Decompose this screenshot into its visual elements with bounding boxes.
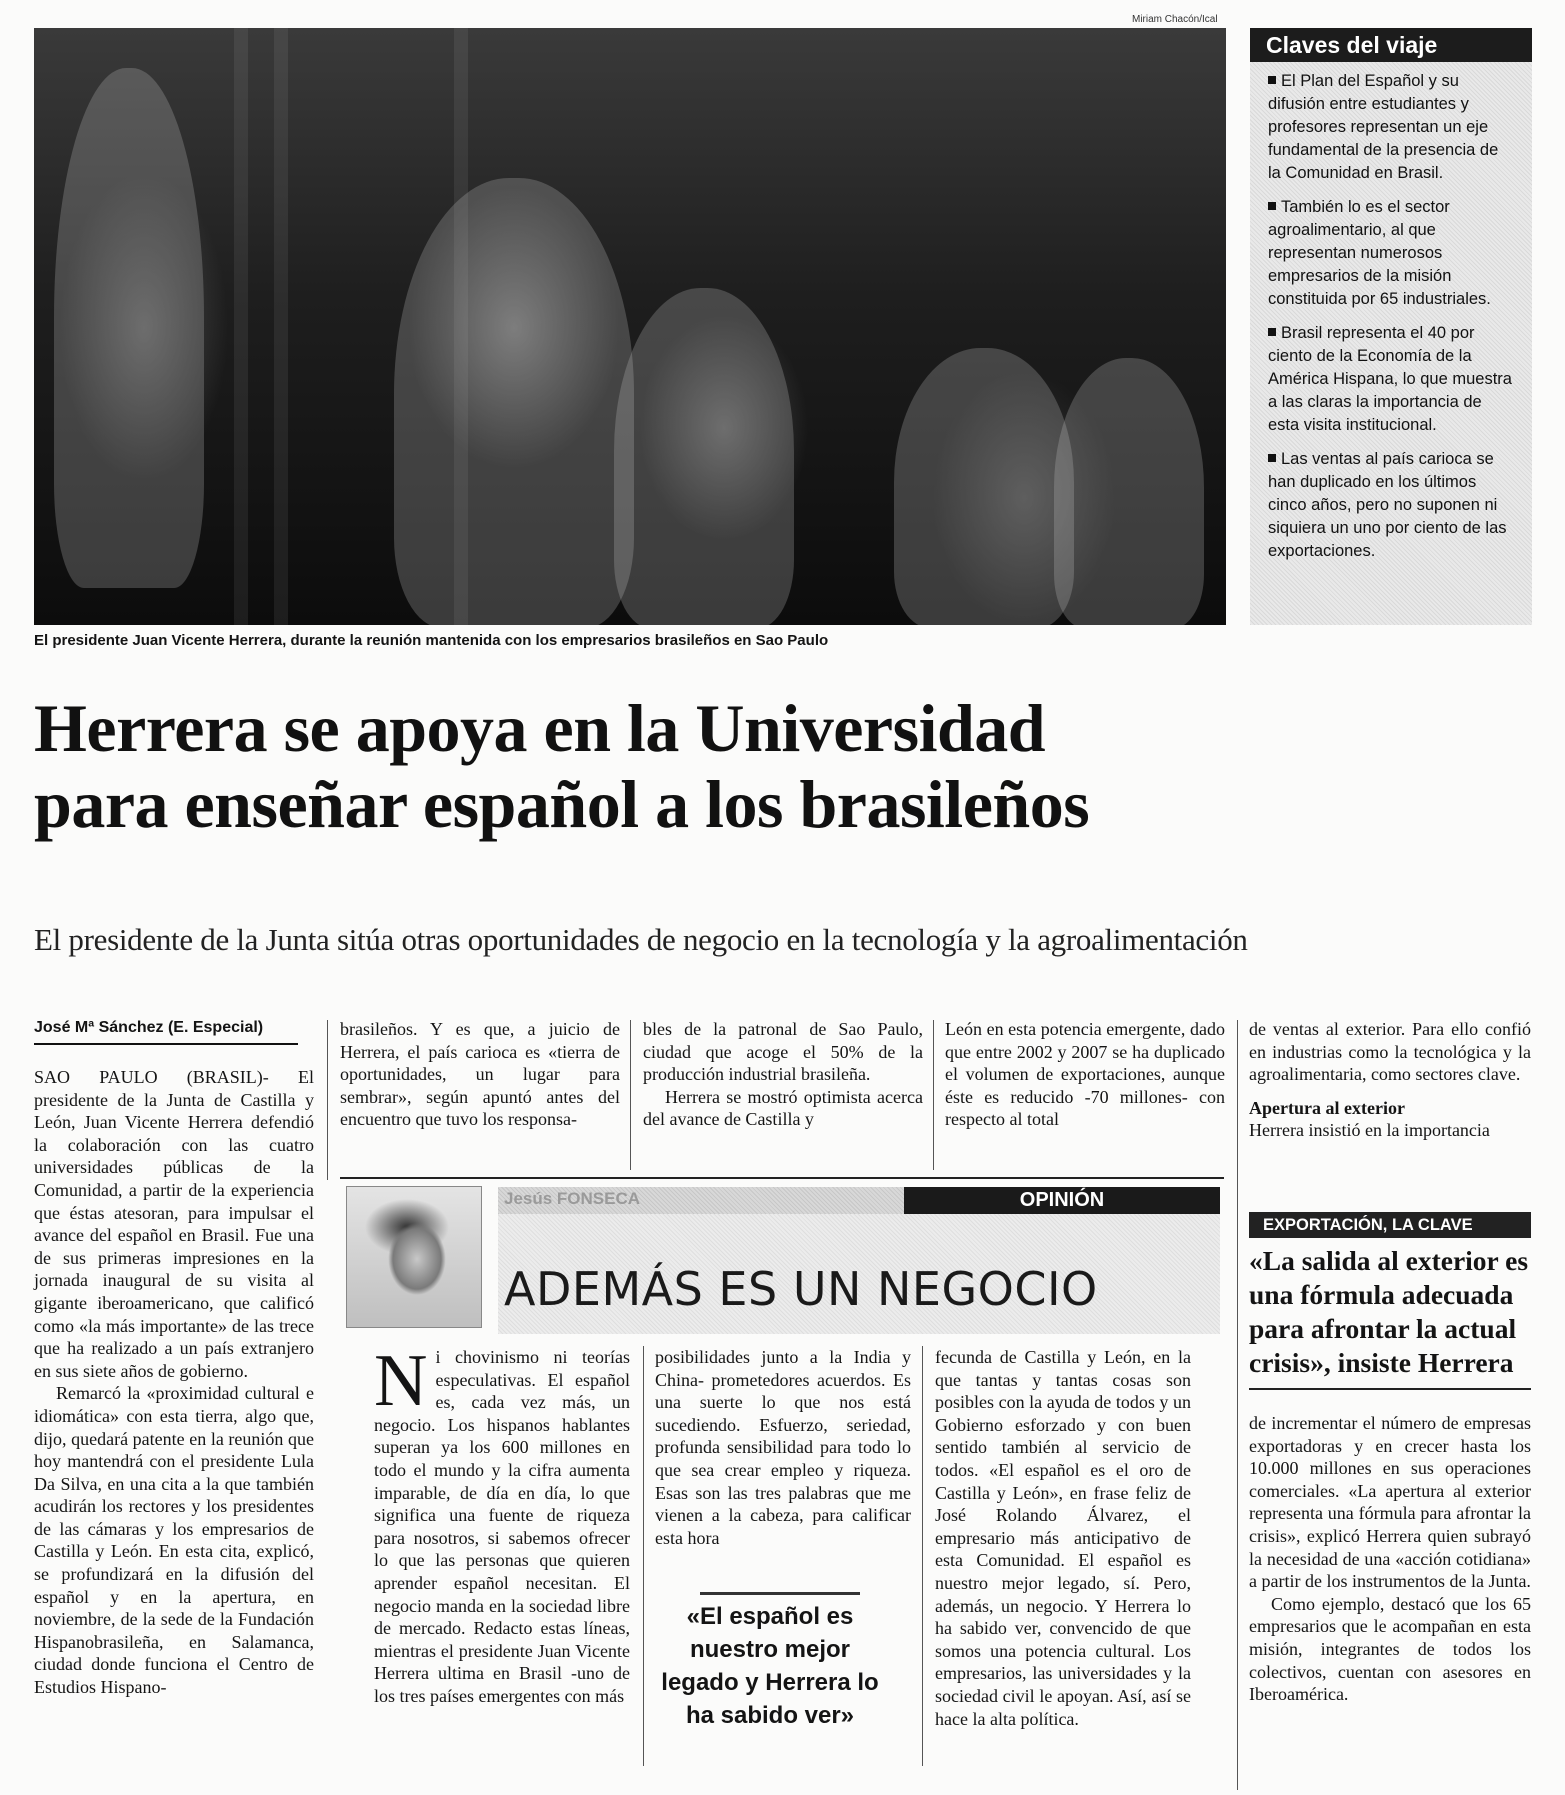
column-rule [327, 1020, 328, 1180]
opinion-column-1 [374, 1340, 630, 1708]
column-rule [922, 1346, 923, 1766]
columnist-photo [346, 1186, 482, 1328]
export-column [1249, 1412, 1531, 1706]
square-bullet-icon [1268, 454, 1276, 462]
headline-line-1: Herrera se apoya en la Universidad [34, 690, 1046, 766]
person-silhouette [614, 288, 794, 625]
person-silhouette [894, 348, 1074, 625]
pullquote-rule [700, 1592, 860, 1595]
paragraph: posibilidades junto a la India y China- prometedores acuerdos. Es una suerte lo que nos está sucediendo. Esfuerzo, seriedad, profunda sensibilidad para todo lo que sea crear empleo y riqueza. Esas son las tres palabras que me vienen a la cabeza, para calificar esta hora [655, 1347, 911, 1548]
window-blind [234, 28, 248, 625]
headline-line-2: para enseñar español a los brasileños [34, 766, 1090, 842]
sidebar-item: Brasil representa el 40 por ciento de la Economía de la América Hispana, lo que muestra a las claras la importancia de esta visita institucional. [1268, 324, 1512, 434]
person-silhouette [54, 68, 204, 588]
paragraph: Herrera insistió en la importancia [1249, 1119, 1490, 1140]
column-rule [643, 1346, 644, 1766]
export-quote: «La salida al exterior es una fórmula adecuada para afrontar la actual crisis», insiste Herrera [1249, 1245, 1529, 1378]
byline: José Mª Sánchez (E. Especial) [34, 1019, 264, 1036]
paragraph: brasileños. Y es que, a juicio de Herrera, el país carioca es «tierra de oportunidades, un lugar para sembrar», según apuntó antes del encuentro que tuvo los responsa- [340, 1019, 620, 1130]
paragraph: Como ejemplo, destacó que los 65 empresarios que le acompañan en esta misión, integrantes de todos los colectivos, cuentan con asesores en Iberoamérica. [1249, 1593, 1531, 1705]
sidebar-title: Claves del viaje [1250, 28, 1532, 62]
opinion-column-2 [655, 1346, 911, 1549]
paragraph: Ni chovinismo ni teorías especulativas. El español es, cada vez más, un negocio. Los hispanos hablantes superan ya los 600 millones en todo el mundo y la cifra aumenta imparable, de día en día, lo que significa una fuente de riqueza para nosotros, si sabemos ofrecer lo que las personas que quieren aprender español necesitan. El negocio manda en la sociedad libre de mercado. Redacto estas líneas, mientras el presidente Juan Vicente Herrera ultima en Brasil -uno de los tres países emergentes con más [374, 1340, 630, 1706]
person-silhouette [1054, 358, 1204, 625]
subheadline: El presidente de la Junta sitúa otras oportunidades de negocio en la tecnología y la agroalimentación [34, 922, 1248, 957]
paragraph: de incrementar el número de empresas exportadoras y en crecer hasta los 10.000 millones en sus operaciones comerciales. «La apertura al exterior representa una fórmula para afrontar la crisis», explicó Herrera quien subrayó la necesidad de una «acción cotidiana» a partir de los instrumentos de la Junta. [1249, 1413, 1531, 1592]
column-rule [1237, 1020, 1238, 1790]
pullquote: «El español es nuestro mejor legado y Herrera lo ha sabido ver» [661, 1603, 879, 1729]
article-column-3 [643, 1018, 923, 1131]
sidebar-item: El Plan del Español y su difusión entre estudiantes y profesores representan un eje fundamental de la presencia de la Comunidad en Brasil. [1268, 72, 1499, 182]
export-section-head: EXPORTACIÓN, LA CLAVE [1249, 1212, 1531, 1238]
paragraph: Remarcó la «proximidad cultural e idiomática» con esta tierra, algo que, dijo, quedará patente en la reunión que hoy mantendrá con el presidente Lula Da Silva, en una cita a la que también acudirán los rectores y los presidentes de las cámaras y los empresarios de Castilla y León. En esta cita, explicó, se profundizará en la difusión del español y en la apertura, en noviembre, de la sede de la Fundación Hispanobrasileña, en Salamanca, ciudad donde funciona el Centro de Estudios Hispano- [34, 1383, 314, 1698]
paragraph: León en esta potencia emergente, dado que entre 2002 y 2007 se ha duplicado el volumen de exportaciones, aunque éste es reducido -70 millones- con respecto al total [945, 1019, 1225, 1130]
sidebar-item: También lo es el sector agroalimentario, al que representan numerosos empresarios de la misión constituida por 65 industriales. [1268, 198, 1491, 308]
article-column-1 [34, 1066, 314, 1699]
section-subhead: Apertura al exterior [1249, 1097, 1405, 1118]
main-photo [34, 28, 1226, 625]
paragraph: bles de la patronal de Sao Paulo, ciudad que acoge el 50% de la producción industrial brasileña. [643, 1019, 923, 1085]
person-silhouette [394, 178, 634, 625]
paragraph: SAO PAULO (BRASIL)- El presidente de la Junta de Castilla y León, Juan Vicente Herrera defendió la colaboración con las cuatro universidades públicas de la Comunidad, a partir de la experiencia que éstas atesoran, para impulsar el avance del español en Brasil. Fue una de sus primeras impresiones en la jornada inaugural de su visita al gigante iberoamericano, que calificó como «la más importante» de las trece que ha realizado a un país extranjero en sus siete años de gobierno. [34, 1067, 314, 1381]
square-bullet-icon [1268, 328, 1276, 336]
paragraph: fecunda de Castilla y León, en la que tantas y tantas cosas son posibles con la ayuda de todos y un Gobierno esforzado y con buen sentido también al servicio de todos. «El español es el oro de Castilla y León», en frase feliz de José Rolando Álvarez, el empresario más anticipativo de esta Comunidad. El español es nuestro mejor legado, sí. Pero, además, un negocio. Y Herrera lo ha sabido ver, convencido de que somos una potencia cultural. Los empresarios, las universidades y la sociedad civil le apoyan. Así, así se hace la alta política. [935, 1347, 1191, 1729]
opinion-title: ADEMÁS ES UN NEGOCIO [504, 1262, 1098, 1316]
article-column-2 [340, 1018, 620, 1131]
article-column-4 [945, 1018, 1225, 1131]
paragraph: de ventas al exterior. Para ello confió en industrias como la tecnológica y la agroalimentaria, como sectores clave. [1249, 1019, 1531, 1085]
drop-cap: N [374, 1340, 428, 1422]
claves-sidebar [1250, 28, 1532, 625]
paragraph: Herrera se mostró optimista acerca del avance de Castilla y [643, 1086, 923, 1130]
byline-rule [34, 1043, 298, 1045]
window-blind [274, 28, 288, 625]
photo-credit: Miriam Chacón/Ical [1132, 14, 1218, 25]
opinion-author: Jesús FONSECA [504, 1189, 641, 1208]
opinion-label: OPINIÓN [904, 1187, 1220, 1214]
quote-rule [1249, 1388, 1531, 1390]
column-rule [630, 1020, 631, 1170]
column-rule [933, 1020, 934, 1170]
sidebar-list [1250, 70, 1532, 563]
article-column-5 [1249, 1018, 1531, 1141]
headline [34, 690, 1534, 842]
square-bullet-icon [1268, 202, 1276, 210]
photo-caption: El presidente Juan Vicente Herrera, durante la reunión mantenida con los empresarios brasileños en Sao Paulo [34, 632, 829, 649]
square-bullet-icon [1268, 76, 1276, 84]
opinion-column-3 [935, 1346, 1191, 1730]
sidebar-item: Las ventas al país carioca se han duplicado en los últimos cinco años, pero no suponen ni siquiera un uno por ciento de las exportaciones. [1268, 450, 1507, 560]
